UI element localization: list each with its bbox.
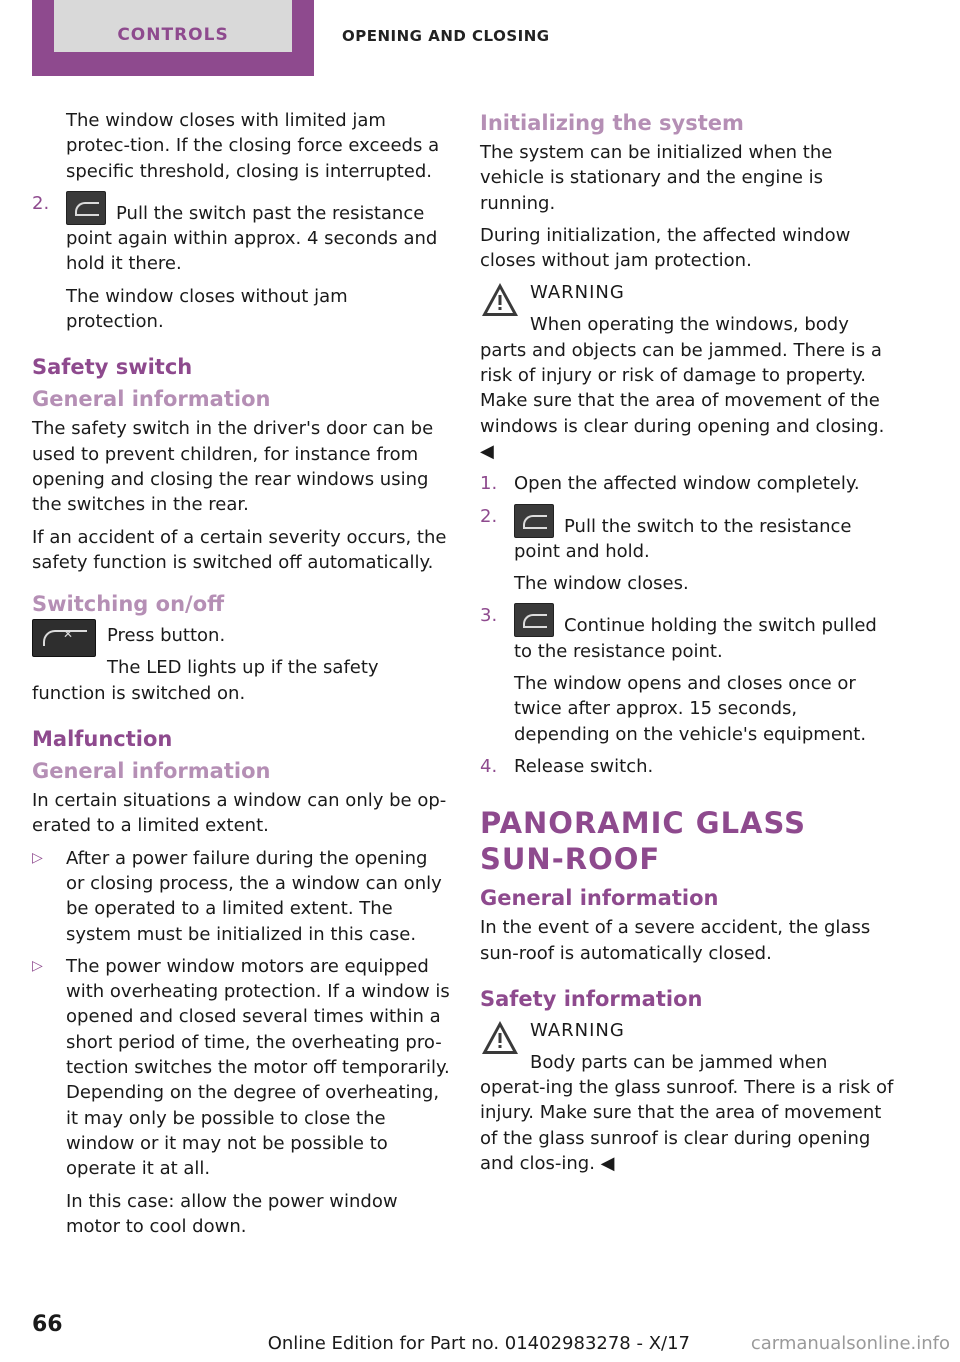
warning-triangle-icon: [480, 1018, 520, 1058]
warning-label: WARNING: [530, 1019, 625, 1041]
safety-switch-heading: Safety switch: [32, 355, 193, 380]
safety-paragraph-1: The safety switch in the driver's door can be used to prevent children, for instance from opening and closing the rear windows using the switches in the rear.: [32, 418, 434, 516]
warning-body: When operating the windows, body parts and objects can be jammed. There is a risk of injury or risk of damage to property. Make sure that the area of movement of the windows is clear during opening and closing.: [480, 314, 885, 437]
intro-paragraph: The window closes with limited jam protec-tion. If the closing force exceeds a specific threshold, closing is interrupted.: [66, 110, 440, 182]
left-column: [32, 108, 450, 1246]
end-marker-icon: ◀: [480, 440, 494, 462]
step-2: [32, 191, 450, 277]
triangle-bullet-icon: ▷: [32, 957, 43, 974]
step-1: [480, 471, 898, 496]
general-info-heading: General information: [32, 387, 271, 412]
safety-switch-block: [32, 623, 450, 706]
init-paragraph-1: The system can be initialized when the vehicle is stationary and the engine is running.: [480, 142, 833, 214]
step-number: 1.: [480, 473, 498, 495]
safety-paragraph-2: If an accident of a certain severity occurs, the safety function is switched off automatically.: [32, 526, 447, 573]
step-text: Continue holding the switch pulled to the resistance point.: [514, 615, 877, 662]
step-text: Open the affected window completely.: [514, 473, 860, 495]
step-number: 3.: [480, 605, 498, 627]
step-result: The window closes.: [514, 573, 689, 595]
step-text: Pull the switch past the resistance point again within approx. 4 seconds and hold it there.: [66, 202, 438, 275]
step-number: 4.: [480, 755, 498, 777]
bullet-note: In this case: allow the power window motor to cool down.: [66, 1190, 398, 1237]
step-result: The window closes without jam protection.: [66, 285, 348, 333]
press-button-text: Press button.: [107, 625, 226, 647]
malfunction-heading: Malfunction: [32, 727, 173, 752]
panoramic-paragraph: In the event of a severe accident, the glass sun-roof is automatically closed.: [480, 917, 871, 964]
step-4: [480, 754, 898, 779]
bullet-text: The power window motors are equipped with overheating protection. If a window is opened and closed several times within a short period of time, the overheating pro-tection switches the motor off temporarily. Depending on the degree of overheating, it may only be possible to close the window or it may not be possible to operate it at all.: [66, 955, 450, 1180]
step-2: [480, 504, 898, 565]
right-column: [480, 108, 898, 1183]
init-heading: Initializing the system: [480, 111, 744, 135]
window-switch-icon: [514, 504, 554, 538]
malfunction-paragraph: In certain situations a window can only be op-erated to a limited extent.: [32, 790, 447, 837]
watermark: carmanualsonline.info: [750, 1333, 950, 1354]
window-switch-icon: [66, 191, 106, 225]
window-switch-icon: [514, 603, 554, 637]
step-result: The window opens and closes once or twice after approx. 15 seconds, depending on the vehicle's equipment.: [514, 673, 867, 745]
step-number: 2.: [32, 192, 50, 214]
bullet-text: After a power failure during the opening or closing process, the a window can only be operated to a limited extent. The system must be initialized in this case.: [66, 847, 442, 945]
header-tabbar: [32, 0, 632, 76]
tab-controls[interactable]: [32, 0, 314, 76]
warning-triangle-icon: [480, 280, 520, 320]
step-3: [480, 603, 898, 664]
list-item: [32, 846, 450, 947]
step-number: 2.: [480, 505, 498, 527]
switching-heading: Switching on/off: [32, 592, 225, 617]
page-number: 66: [32, 1312, 63, 1337]
panoramic-heading: PANORAMIC GLASS SUN-ROOF: [480, 806, 806, 877]
general-info-heading-2: General information: [32, 759, 271, 784]
warning-text: [480, 1050, 898, 1176]
warning-block-sunroof: [480, 1018, 898, 1176]
tab-controls-label: CONTROLS: [54, 0, 292, 52]
triangle-bullet-icon: ▷: [32, 849, 43, 866]
safety-info-heading: Safety information: [480, 986, 703, 1011]
tab-opening-and-closing[interactable]: OPENING AND CLOSING: [342, 27, 550, 45]
warning-block-windows: [480, 280, 898, 464]
warning-label: WARNING: [530, 282, 625, 304]
step-text: Pull the switch to the resistance point and hold.: [514, 515, 852, 562]
warning-body: Body parts can be jammed when operat-ing the glass sunroof. There is a risk of injury. Make sure that the area of movement of the glass sunroof is clear during opening and clos-ing.: [480, 1051, 894, 1175]
footer-edition: Online Edition for Part no. 01402983278 - X/17: [267, 1333, 690, 1354]
step-text: Release switch.: [514, 755, 654, 777]
warning-text: [480, 312, 898, 464]
end-marker-icon: ◀: [600, 1153, 615, 1175]
led-text: The LED lights up if the safety function is switched on.: [32, 657, 379, 704]
safety-switch-icon: [32, 619, 96, 657]
init-paragraph-2: During initialization, the affected window closes without jam protection.: [480, 224, 851, 272]
list-item: [32, 954, 450, 1182]
general-info-heading: General information: [480, 886, 719, 911]
